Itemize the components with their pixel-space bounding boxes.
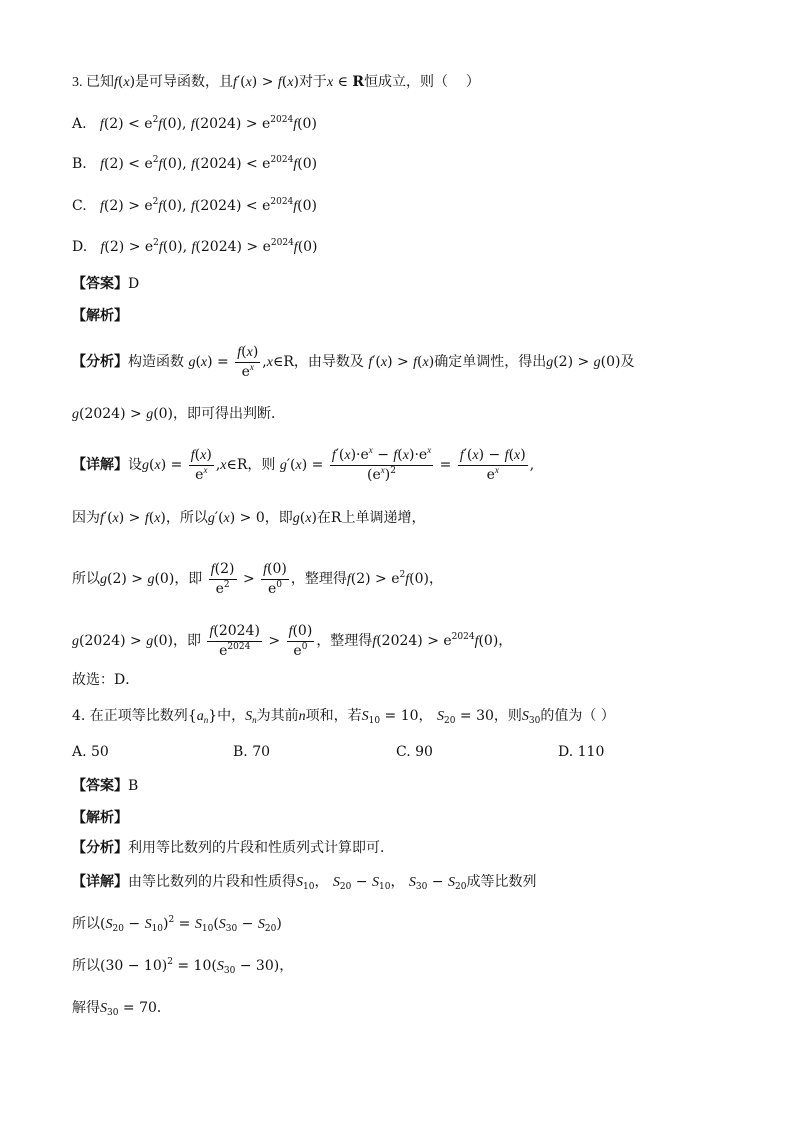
q4-answer: 【答案】B [72, 778, 139, 794]
q3-fenxi-cont: g(2024) > g(0)，即可得出判断． [72, 406, 286, 422]
q3-option-d: D. $f(2) > e^2f(0)$, $f(2024) > e^{2024}f(0)$ [72, 238, 318, 255]
q4-line-1: 所以$(S_{20} - S_{10})^2 = S_{10}(S_{30} - S_{20})$ [72, 915, 282, 934]
q3-xiangjie-2: 因为f′(x) > f(x)，所以g′(x) > 0，即g(x)在R上单调递增， [72, 510, 426, 526]
q3-answer [72, 274, 139, 294]
q4-line-2: 所以$(30 - 10)^2 = 10(S_{30} - 30)$， [72, 957, 294, 976]
q4-xiangjie: 【详解】由等比数列的片段和性质得$S_{10}$， $S_{20} - S_{10}$， $S_{30} - S_{20}$成等比数列 [72, 874, 537, 892]
q4-line-3: 解得$S_{30} = 70$． [72, 1000, 171, 1018]
q3-option-b: B. $f(2) < e^2f(0)$, $f(2024) < e^{2024}f(0)$ [72, 155, 318, 172]
q3-xiangjie-5: 故选：D． [72, 672, 140, 688]
answer-tag: 【答案】 [72, 276, 128, 292]
q4-option-c: C. 90 [396, 744, 433, 760]
q3-xiangjie-3: 所以g(2) > g(0)，即 $\frac{f(2)}{e^2}$ > $\frac{f(0)}{e^0}$ ，整理得$f(2) > e^2f(0)$， [72, 561, 443, 597]
q4-analysis-tag: 【解析】 [72, 810, 128, 826]
q3-analysis-tag: 【解析】 [72, 308, 128, 324]
q4-option-a: A. 50 [72, 744, 109, 760]
answer-value: D [128, 276, 140, 292]
q4-option-d: D. 110 [558, 744, 605, 760]
q3-fenxi: 【分析】构造函数 g(x) = $\frac{f(x)}{e^x}$ ,x∈R，由导数及 f′(x) > f(x)确定单调性，得出g(2) > g(0)及 [72, 344, 635, 380]
q3-xiangjie-1: 【详解】设g(x) = $\frac{f(x)}{e^x}$ ,x∈R，则 g′(x) = $\frac{f'(x)\cdot e^x - f(x)\cdot e^x}{(e^x)^2}$ = $\frac{f'(x) - f(x)}{e^x}$ , [72, 445, 535, 483]
q3-stem: 3. 已知f(x)是可导函数，且f′(x) > f(x)对于x ∈ R恒成立，则（ ） [72, 74, 480, 90]
q4-fenxi: 【分析】利用等比数列的片段和性质列式计算即可． [72, 840, 394, 856]
q3-xiangjie-4: g(2024) > g(0)，即 $\frac{f(2024)}{e^{2024}}$ > $\frac{f(0)}{e^0}$ ，整理得$f(2024) > e^{2024}f(0)$， [72, 623, 513, 659]
q3-option-a: A. $f(2) < e^2f(0)$, $f(2024) > e^{2024}f(0)$ [72, 115, 317, 132]
q4-stem: 4. 在正项等比数列$\{a_n\}$中，$S_n$为其前n项和，若$S_{10} = 10$， $S_{20} = 30$，则$S_{30}$的值为（ ） [72, 708, 615, 726]
q4-option-b: B. 70 [233, 744, 271, 760]
q3-option-c: C. $f(2) > e^2f(0)$, $f(2024) < e^{2024}f(0)$ [72, 197, 318, 214]
